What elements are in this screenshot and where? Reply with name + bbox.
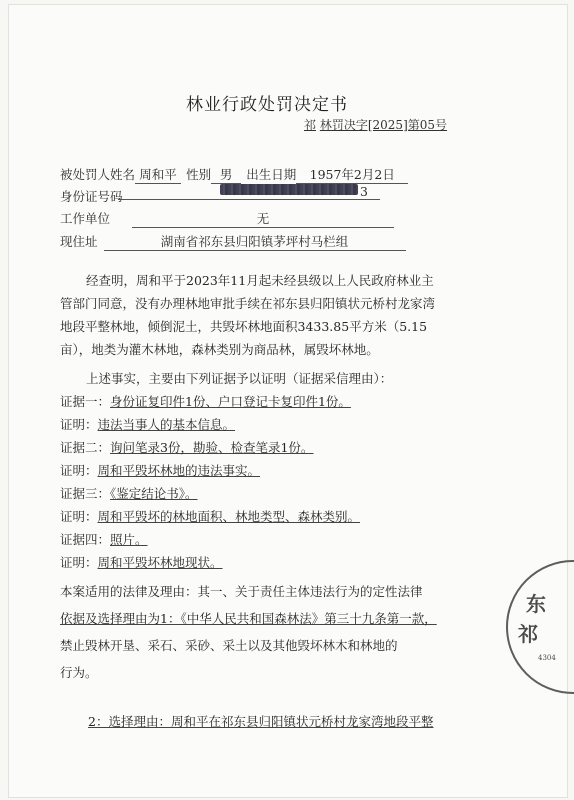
name-label: 被处罚人姓名 bbox=[60, 167, 136, 182]
gender-label: 性别 bbox=[186, 167, 212, 182]
evidence-item: 证据二：询问笔录3份，勘验、检查笔录1份。 bbox=[60, 440, 314, 455]
name-value: 周和平 bbox=[135, 165, 181, 184]
redacted-id-number bbox=[220, 184, 358, 195]
facts-line-1: 经查明，周和平于2023年11月起未经县级以上人民政府林业主 bbox=[86, 273, 434, 288]
doc-number-prefix: 祁 bbox=[304, 118, 317, 132]
legal-basis-paragraph bbox=[60, 578, 437, 686]
id-row bbox=[60, 186, 123, 205]
facts-line-2: 管部门同意，没有办理林地审批手续在祁东县归阳镇状元桥村龙家湾 bbox=[60, 296, 436, 311]
party-row bbox=[60, 164, 408, 184]
facts-line-3: 地段平整林地，倾倒泥土，共毁坏林地面积3433.85平方米（5.15 bbox=[60, 319, 428, 334]
evidence-item: 证据三：《鉴定结论书》。 bbox=[60, 486, 198, 501]
legal-line-4: 行为。 bbox=[60, 665, 98, 680]
id-label: 身份证号码 bbox=[60, 189, 123, 204]
facts-line-4: 亩），地类为灌木林地，森林类别为商品林，属毁坏林地。 bbox=[60, 342, 379, 357]
document-number bbox=[304, 116, 447, 133]
evidence-item: 证据四：照片。 bbox=[60, 532, 148, 547]
id-visible-tail: 3 bbox=[360, 184, 368, 199]
evidence-item: 证据一：身份证复印件1份、户口登记卡复印件1份。 bbox=[60, 394, 351, 409]
evidence-intro: 上述事实，主要由下列证据予以证明（证据采信理由）： bbox=[86, 371, 393, 386]
evidence-item: 证明：周和平毁坏林地现状。 bbox=[60, 555, 223, 570]
official-seal bbox=[506, 560, 574, 694]
legal-line-3: 禁止毁林开垦、采石、采砂、采土以及其他毁坏林木和林地的 bbox=[60, 638, 398, 653]
legal-line-5: 2：选择理由：周和平在祁东县归阳镇状元桥村龙家湾地段平整 bbox=[88, 714, 434, 729]
gender-value: 男 bbox=[211, 165, 241, 184]
evidence-item: 证明：周和平毁坏的林地面积、林地类型、森林类别。 bbox=[60, 509, 361, 524]
evidence-item: 证明：违法当事人的基本信息。 bbox=[60, 417, 236, 432]
address-row bbox=[60, 231, 406, 251]
address-label: 现住址 bbox=[60, 234, 98, 249]
employer-label: 工作单位 bbox=[60, 211, 111, 226]
doc-number-rest: 林罚决字[2025]第05号 bbox=[319, 118, 448, 132]
dob-label: 出生日期 bbox=[246, 167, 297, 182]
dob-value: 1957年2月2日 bbox=[296, 165, 408, 184]
seal-char-2: 东 bbox=[526, 592, 546, 616]
seal-char-1: 祁 bbox=[518, 622, 538, 646]
legal-line-2: 依据及选择理由为1：《中华人民共和国森林法》第三十九条第一款， bbox=[60, 611, 437, 626]
document-page bbox=[8, 4, 568, 798]
seal-digits: 4304 bbox=[538, 654, 556, 662]
legal-line-1: 本案适用的法律及理由：其一、关于责任主体违法行为的定性法律 bbox=[60, 584, 423, 599]
evidence-list bbox=[60, 390, 360, 574]
address-value: 湖南省祁东县归阳镇茅坪村马栏组 bbox=[104, 232, 406, 251]
facts-paragraph bbox=[60, 269, 435, 361]
document-title: 林业行政处罚决定书 bbox=[186, 95, 348, 115]
employer-value: 无 bbox=[132, 209, 394, 228]
employer-row bbox=[60, 208, 394, 228]
evidence-item: 证明：周和平毁坏林地的违法事实。 bbox=[60, 463, 261, 478]
